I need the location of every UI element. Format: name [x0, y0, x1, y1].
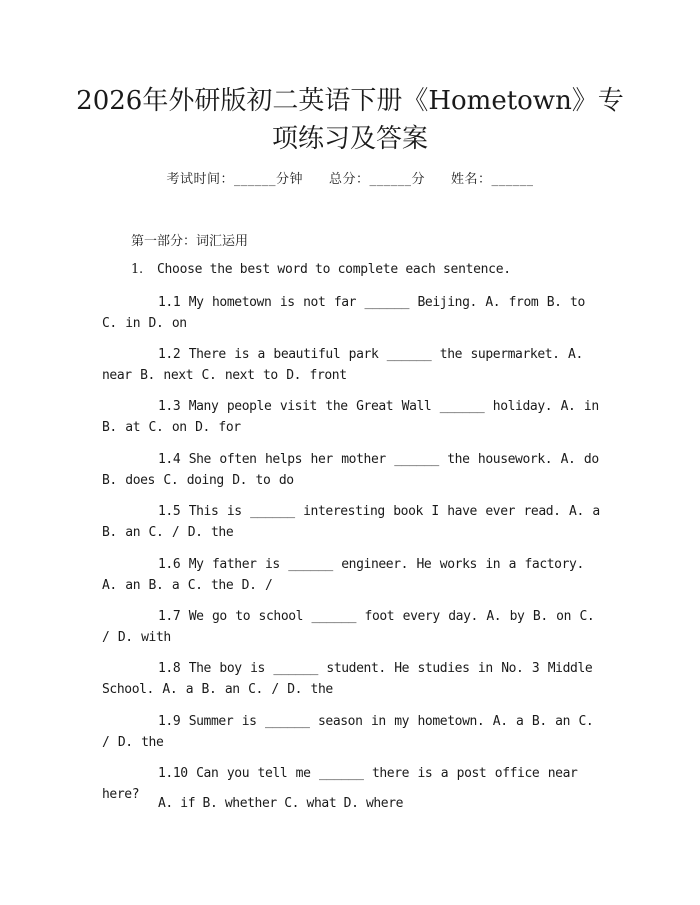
question-1-6: 1.6 My father is ______ engineer. He works in a factory. A. an B. a C. the D. / [102, 557, 584, 593]
question-1-1: 1.1 My hometown is not far ______ Beijing. A. from B. to C. in D. on [102, 295, 585, 331]
question-1-8: 1.8 The boy is ______ student. He studies in No. 3 Middle School. A. a B. an C. / D. the [102, 661, 593, 697]
exam-info-line [0, 168, 700, 187]
question-1-10-options: A. if B. whether C. what D. where [158, 796, 404, 811]
student-name-field: 姓名：______ [451, 172, 534, 187]
instruction-text: Choose the best word to complete each sentence. [157, 262, 511, 277]
section-heading: 第一部分：词汇运用 [131, 234, 249, 249]
document-title-line-2: 项练习及答案 [271, 124, 428, 154]
question-1-10: 1.10 Can you tell me ______ there is a post office near here? [102, 766, 578, 802]
question-1-7: 1.7 We go to school ______ foot every day. A. by B. on C. / D. with [102, 609, 595, 645]
question-1-2: 1.2 There is a beautiful park ______ the supermarket. A. near B. next C. next to D. front [102, 347, 583, 383]
exam-time-field: 考试时间：______分钟 [166, 172, 303, 187]
instruction [131, 262, 511, 277]
question-1-3: 1.3 Many people visit the Great Wall ______ holiday. A. in B. at C. on D. for [102, 399, 599, 435]
document-title-line-1: 2026年外研版初二英语下册《Hometown》专 [76, 86, 624, 116]
question-1-5: 1.5 This is ______ interesting book I have ever read. A. a B. an C. / D. the [102, 504, 600, 540]
instruction-number: 1. [131, 262, 143, 277]
question-1-9: 1.9 Summer is ______ season in my hometown. A. a B. an C. / D. the [102, 714, 594, 750]
question-1-4: 1.4 She often helps her mother ______ the housework. A. do B. does C. doing D. to do [102, 452, 599, 488]
total-score-field: 总分：______分 [328, 172, 425, 187]
